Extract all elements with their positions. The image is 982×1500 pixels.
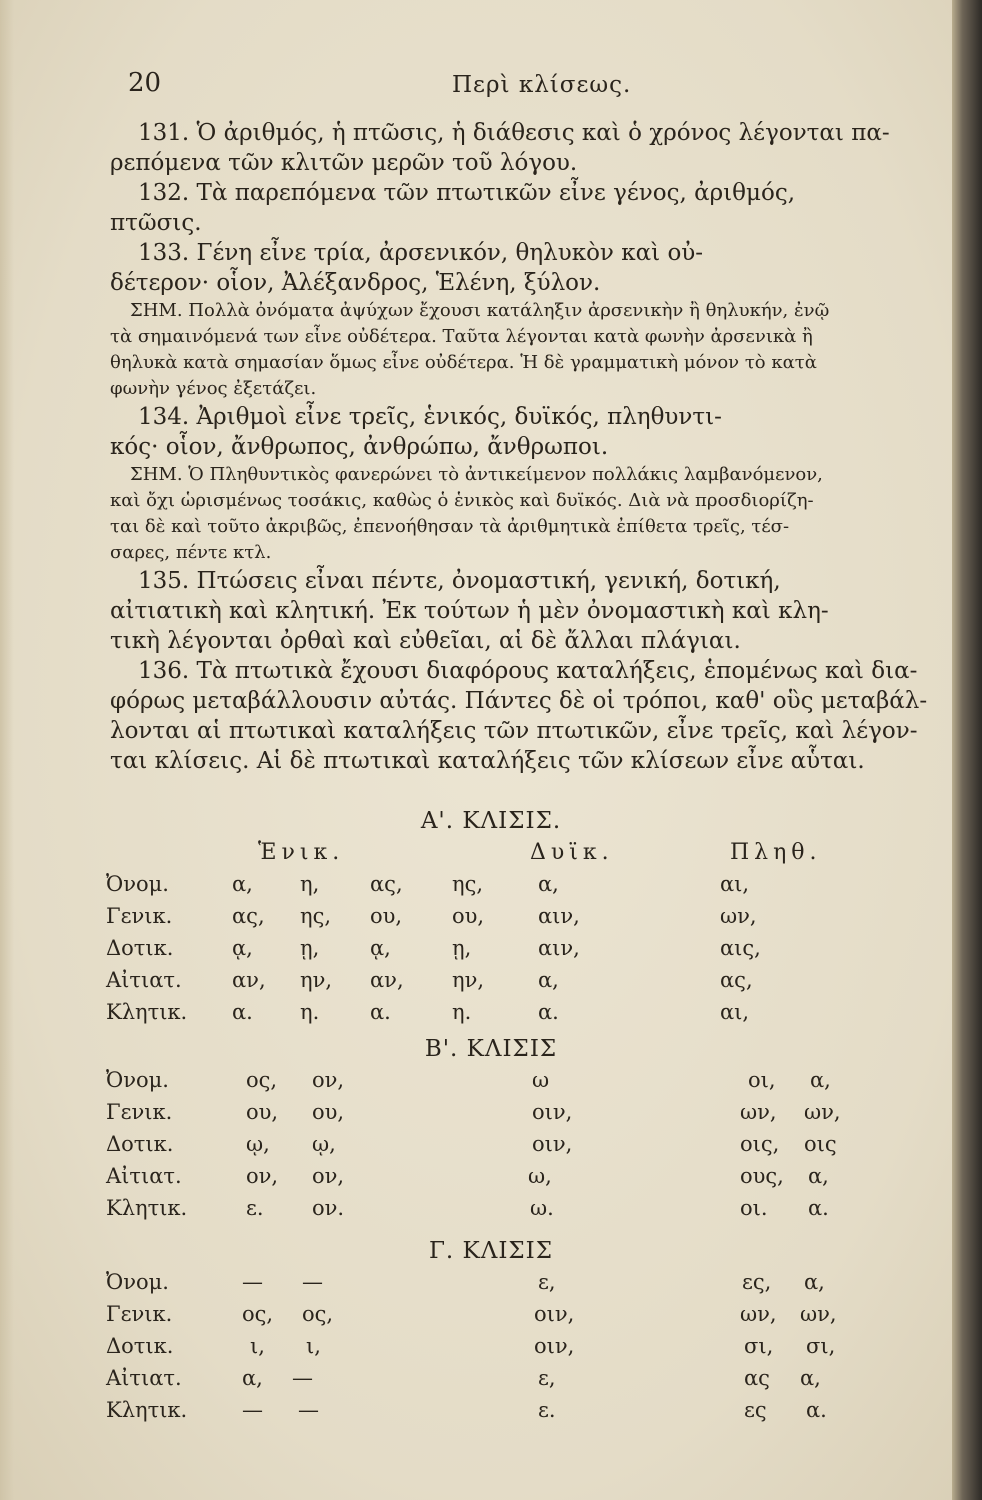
case-label: Αἰτιατ. bbox=[106, 1366, 182, 1390]
ending-cell: σι, bbox=[744, 1334, 774, 1358]
table-title: Β'. ΚΛΙΣΙΣ bbox=[424, 1036, 558, 1062]
note-2 bbox=[110, 462, 930, 566]
ending-cell: αιν, bbox=[538, 936, 580, 960]
page-edge-shadow-left bbox=[0, 0, 14, 1500]
ending-cell: ας bbox=[744, 1366, 770, 1390]
ending-cell: ῳ, bbox=[246, 1132, 270, 1156]
ending-cell: ε. bbox=[246, 1196, 264, 1220]
ending-cell: — bbox=[242, 1270, 263, 1294]
note-line: ται δὲ καὶ τοῦτο ἀκριβῶς, ἐπενοήθησαν τὰ ἀριθμητικὰ ἐπίθετα τρεῖς, τέσ- bbox=[110, 516, 790, 537]
ending-cell: ων, bbox=[800, 1302, 837, 1326]
ending-cell: ου, bbox=[312, 1100, 345, 1124]
ending-cell: ος, bbox=[242, 1302, 274, 1326]
ending-cell: οις bbox=[804, 1132, 837, 1156]
ending-cell: αι, bbox=[720, 1000, 750, 1024]
ending-cell: — bbox=[298, 1398, 319, 1422]
paragraph-135 bbox=[110, 566, 930, 656]
case-label: Ὀνομ. bbox=[106, 1270, 169, 1294]
text-line: λονται αἱ πτωτικαὶ καταλήξεις τῶν πτωτικῶν, εἶνε τρεῖς, καὶ λέγον- bbox=[110, 718, 918, 744]
paragraph-136 bbox=[110, 656, 930, 776]
ending-cell: ης, bbox=[300, 904, 332, 928]
case-label: Κλητικ. bbox=[106, 1398, 188, 1422]
text-line: 134. Ἀριθμοὶ εἶνε τρεῖς, ἑνικός, δυϊκός, πληθυντι- bbox=[138, 404, 722, 430]
ending-cell: α, bbox=[538, 872, 559, 896]
ending-cell: ες bbox=[744, 1398, 767, 1422]
ending-cell: αν, bbox=[370, 968, 404, 992]
text-line: πτῶσις. bbox=[110, 210, 202, 236]
ending-cell: ῃ, bbox=[452, 936, 472, 960]
paragraph-133 bbox=[110, 238, 930, 298]
text-line: τικὴ λέγονται ὀρθαὶ καὶ εὐθεῖαι, αἱ δὲ ἄλλαι πλάγιαι. bbox=[110, 628, 741, 654]
ending-cell: ας, bbox=[232, 904, 265, 928]
page-number: 20 bbox=[128, 68, 162, 98]
ending-cell: αις, bbox=[720, 936, 761, 960]
ending-cell: ες, bbox=[742, 1270, 772, 1294]
ending-cell: α. bbox=[808, 1196, 829, 1220]
text-line: ρεπόμενα τῶν κλιτῶν μερῶν τοῦ λόγου. bbox=[110, 150, 578, 176]
text-line: κός· οἷον, ἄνθρωπος, ἀνθρώπω, ἄνθρωποι. bbox=[110, 434, 609, 460]
text-line: 131. Ὁ ἀριθμός, ἡ πτῶσις, ἡ διάθεσις καὶ ὁ χρόνος λέγονται πα- bbox=[138, 120, 890, 146]
ending-cell: ην, bbox=[452, 968, 485, 992]
ending-cell: ω. bbox=[530, 1196, 554, 1220]
ending-cell: ου, bbox=[246, 1100, 279, 1124]
text-line: ται κλίσεις. Αἱ δὲ πτωτικαὶ καταλήξεις τῶν κλίσεων εἶνε αὗται. bbox=[110, 748, 865, 774]
column-head-dual: Δυϊκ. bbox=[530, 840, 614, 865]
ending-cell: ον. bbox=[312, 1196, 345, 1220]
ending-cell: ῳ, bbox=[312, 1132, 336, 1156]
note-line: φωνὴν γένος ἐξετάζει. bbox=[110, 378, 317, 399]
ending-cell: ε. bbox=[538, 1398, 556, 1422]
ending-cell: η, bbox=[300, 872, 320, 896]
note-line: σαρες, πέντε κτλ. bbox=[110, 542, 272, 563]
ending-cell: ου, bbox=[452, 904, 485, 928]
ending-cell: η. bbox=[300, 1000, 320, 1024]
page-edge-binding-right bbox=[952, 0, 982, 1500]
case-label: Ὀνομ. bbox=[106, 1068, 169, 1092]
ending-cell: ου, bbox=[370, 904, 403, 928]
ending-cell: ω bbox=[532, 1068, 550, 1092]
case-label: Γενικ. bbox=[106, 1302, 173, 1326]
page-header bbox=[0, 68, 950, 108]
table-title: Γ. ΚΛΙΣΙΣ bbox=[428, 1238, 554, 1264]
ending-cell: ης, bbox=[452, 872, 484, 896]
paragraph-132 bbox=[110, 178, 930, 238]
ending-cell: οιν, bbox=[534, 1302, 575, 1326]
ending-cell: — bbox=[302, 1270, 323, 1294]
ending-cell: α, bbox=[232, 872, 253, 896]
ending-cell: αιν, bbox=[538, 904, 580, 928]
case-label: Αἰτιατ. bbox=[106, 1164, 182, 1188]
case-label: Γενικ. bbox=[106, 1100, 173, 1124]
ending-cell: σι, bbox=[806, 1334, 836, 1358]
text-line: 132. Τὰ παρεπόμενα τῶν πτωτικῶν εἶνε γένος, ἀριθμός, bbox=[138, 180, 796, 206]
ending-cell: ε, bbox=[538, 1270, 556, 1294]
text-line: αἰτιατικὴ καὶ κλητική. Ἐκ τούτων ἡ μὲν ὀνομαστικὴ καὶ κλη- bbox=[110, 598, 829, 624]
running-head: Περὶ κλίσεως. bbox=[452, 72, 632, 98]
ending-cell: ων, bbox=[804, 1100, 841, 1124]
ending-cell: ην, bbox=[300, 968, 333, 992]
text-line: 135. Πτώσεις εἶναι πέντε, ὀνομαστική, γενική, δοτική, bbox=[138, 568, 781, 594]
paragraph-131 bbox=[110, 118, 930, 178]
paragraph-134 bbox=[110, 402, 930, 462]
ending-cell: ᾳ, bbox=[370, 936, 391, 960]
ending-cell: η. bbox=[452, 1000, 472, 1024]
case-label: Γενικ. bbox=[106, 904, 173, 928]
ending-cell: ι, bbox=[250, 1334, 265, 1358]
ending-cell: ων, bbox=[720, 904, 757, 928]
ending-cell: ος, bbox=[302, 1302, 334, 1326]
ending-cell: α, bbox=[800, 1366, 821, 1390]
case-label: Δοτικ. bbox=[106, 1334, 174, 1358]
ending-cell: α. bbox=[806, 1398, 827, 1422]
ending-cell: ον, bbox=[246, 1164, 279, 1188]
ending-cell: ας, bbox=[370, 872, 403, 896]
ending-cell: αι, bbox=[720, 872, 750, 896]
ending-cell: α, bbox=[538, 968, 559, 992]
ending-cell: ον, bbox=[312, 1068, 345, 1092]
ending-cell: οιν, bbox=[532, 1132, 573, 1156]
ending-cell: οιν, bbox=[532, 1100, 573, 1124]
text-line: δέτερον· οἷον, Ἀλέξανδρος, Ἑλένη, ξύλον. bbox=[110, 270, 601, 296]
note-line: τὰ σημαινόμενά των εἶνε οὐδέτερα. Ταῦτα λέγονται κατὰ φωνὴν ἀρσενικὰ ἢ bbox=[110, 326, 813, 347]
column-head-singular: Ἑνικ. bbox=[258, 840, 345, 865]
ending-cell: οι. bbox=[740, 1196, 768, 1220]
text-line: 136. Τὰ πτωτικὰ ἔχουσι διαφόρους καταλήξεις, ἑπομένως καὶ δια- bbox=[138, 658, 918, 684]
ending-cell: οιν, bbox=[534, 1334, 575, 1358]
ending-cell: ᾳ, bbox=[232, 936, 253, 960]
note-line: ΣΗΜ. Πολλὰ ὀνόματα ἀψύχων ἔχουσι κατάληξιν ἀρσενικὴν ἢ θηλυκήν, ἐνῷ bbox=[130, 300, 830, 321]
ending-cell: α. bbox=[232, 1000, 253, 1024]
ending-cell: οις, bbox=[740, 1132, 780, 1156]
ending-cell: — bbox=[242, 1398, 263, 1422]
ending-cell: οι, bbox=[748, 1068, 776, 1092]
text-line: 133. Γένη εἶνε τρία, ἀρσενικόν, θηλυκὸν καὶ οὐ- bbox=[138, 240, 704, 266]
ending-cell: ας, bbox=[720, 968, 753, 992]
note-line: καὶ ὄχι ὡρισμένως τοσάκις, καθὼς ὁ ἑνικὸς καὶ δυϊκός. Διὰ νὰ προσδιορίζη- bbox=[110, 490, 814, 511]
ending-cell: ον, bbox=[312, 1164, 345, 1188]
case-label: Δοτικ. bbox=[106, 1132, 174, 1156]
column-head-plural: Πληθ. bbox=[730, 840, 822, 865]
ending-cell: ους, bbox=[740, 1164, 784, 1188]
ending-cell: α. bbox=[538, 1000, 559, 1024]
note-line: θηλυκὰ κατὰ σημασίαν ὅμως εἶνε οὐδέτερα. Ἡ δὲ γραμματικὴ μόνον τὸ κατὰ bbox=[110, 352, 817, 373]
case-label: Κλητικ. bbox=[106, 1196, 188, 1220]
case-label: Κλητικ. bbox=[106, 1000, 188, 1024]
body-text bbox=[110, 118, 930, 776]
table-title: Α'. ΚΛΙΣΙΣ. bbox=[420, 808, 562, 834]
note-1 bbox=[110, 298, 930, 402]
ending-cell: α. bbox=[370, 1000, 391, 1024]
ending-cell: ων, bbox=[740, 1100, 777, 1124]
ending-cell: — bbox=[292, 1366, 313, 1390]
text-line: φόρως μεταβάλλουσιν αὐτάς. Πάντες δὲ οἱ τρόποι, καθ' οὓς μεταβάλ- bbox=[110, 688, 928, 714]
ending-cell: ος, bbox=[246, 1068, 278, 1092]
ending-cell: α, bbox=[804, 1270, 825, 1294]
case-label: Δοτικ. bbox=[106, 936, 174, 960]
case-label: Ὀνομ. bbox=[106, 872, 169, 896]
ending-cell: ε, bbox=[538, 1366, 556, 1390]
ending-cell: ω, bbox=[528, 1164, 552, 1188]
note-line: ΣΗΜ. Ὁ Πληθυντικὸς φανερώνει τὸ ἀντικείμενον πολλάκις λαμβανόμενον, bbox=[130, 464, 823, 485]
ending-cell: α, bbox=[810, 1068, 831, 1092]
ending-cell: α, bbox=[242, 1366, 263, 1390]
case-label: Αἰτιατ. bbox=[106, 968, 182, 992]
ending-cell: αν, bbox=[232, 968, 266, 992]
ending-cell: ι, bbox=[306, 1334, 321, 1358]
ending-cell: ῃ, bbox=[300, 936, 320, 960]
ending-cell: ων, bbox=[740, 1302, 777, 1326]
ending-cell: α, bbox=[808, 1164, 829, 1188]
